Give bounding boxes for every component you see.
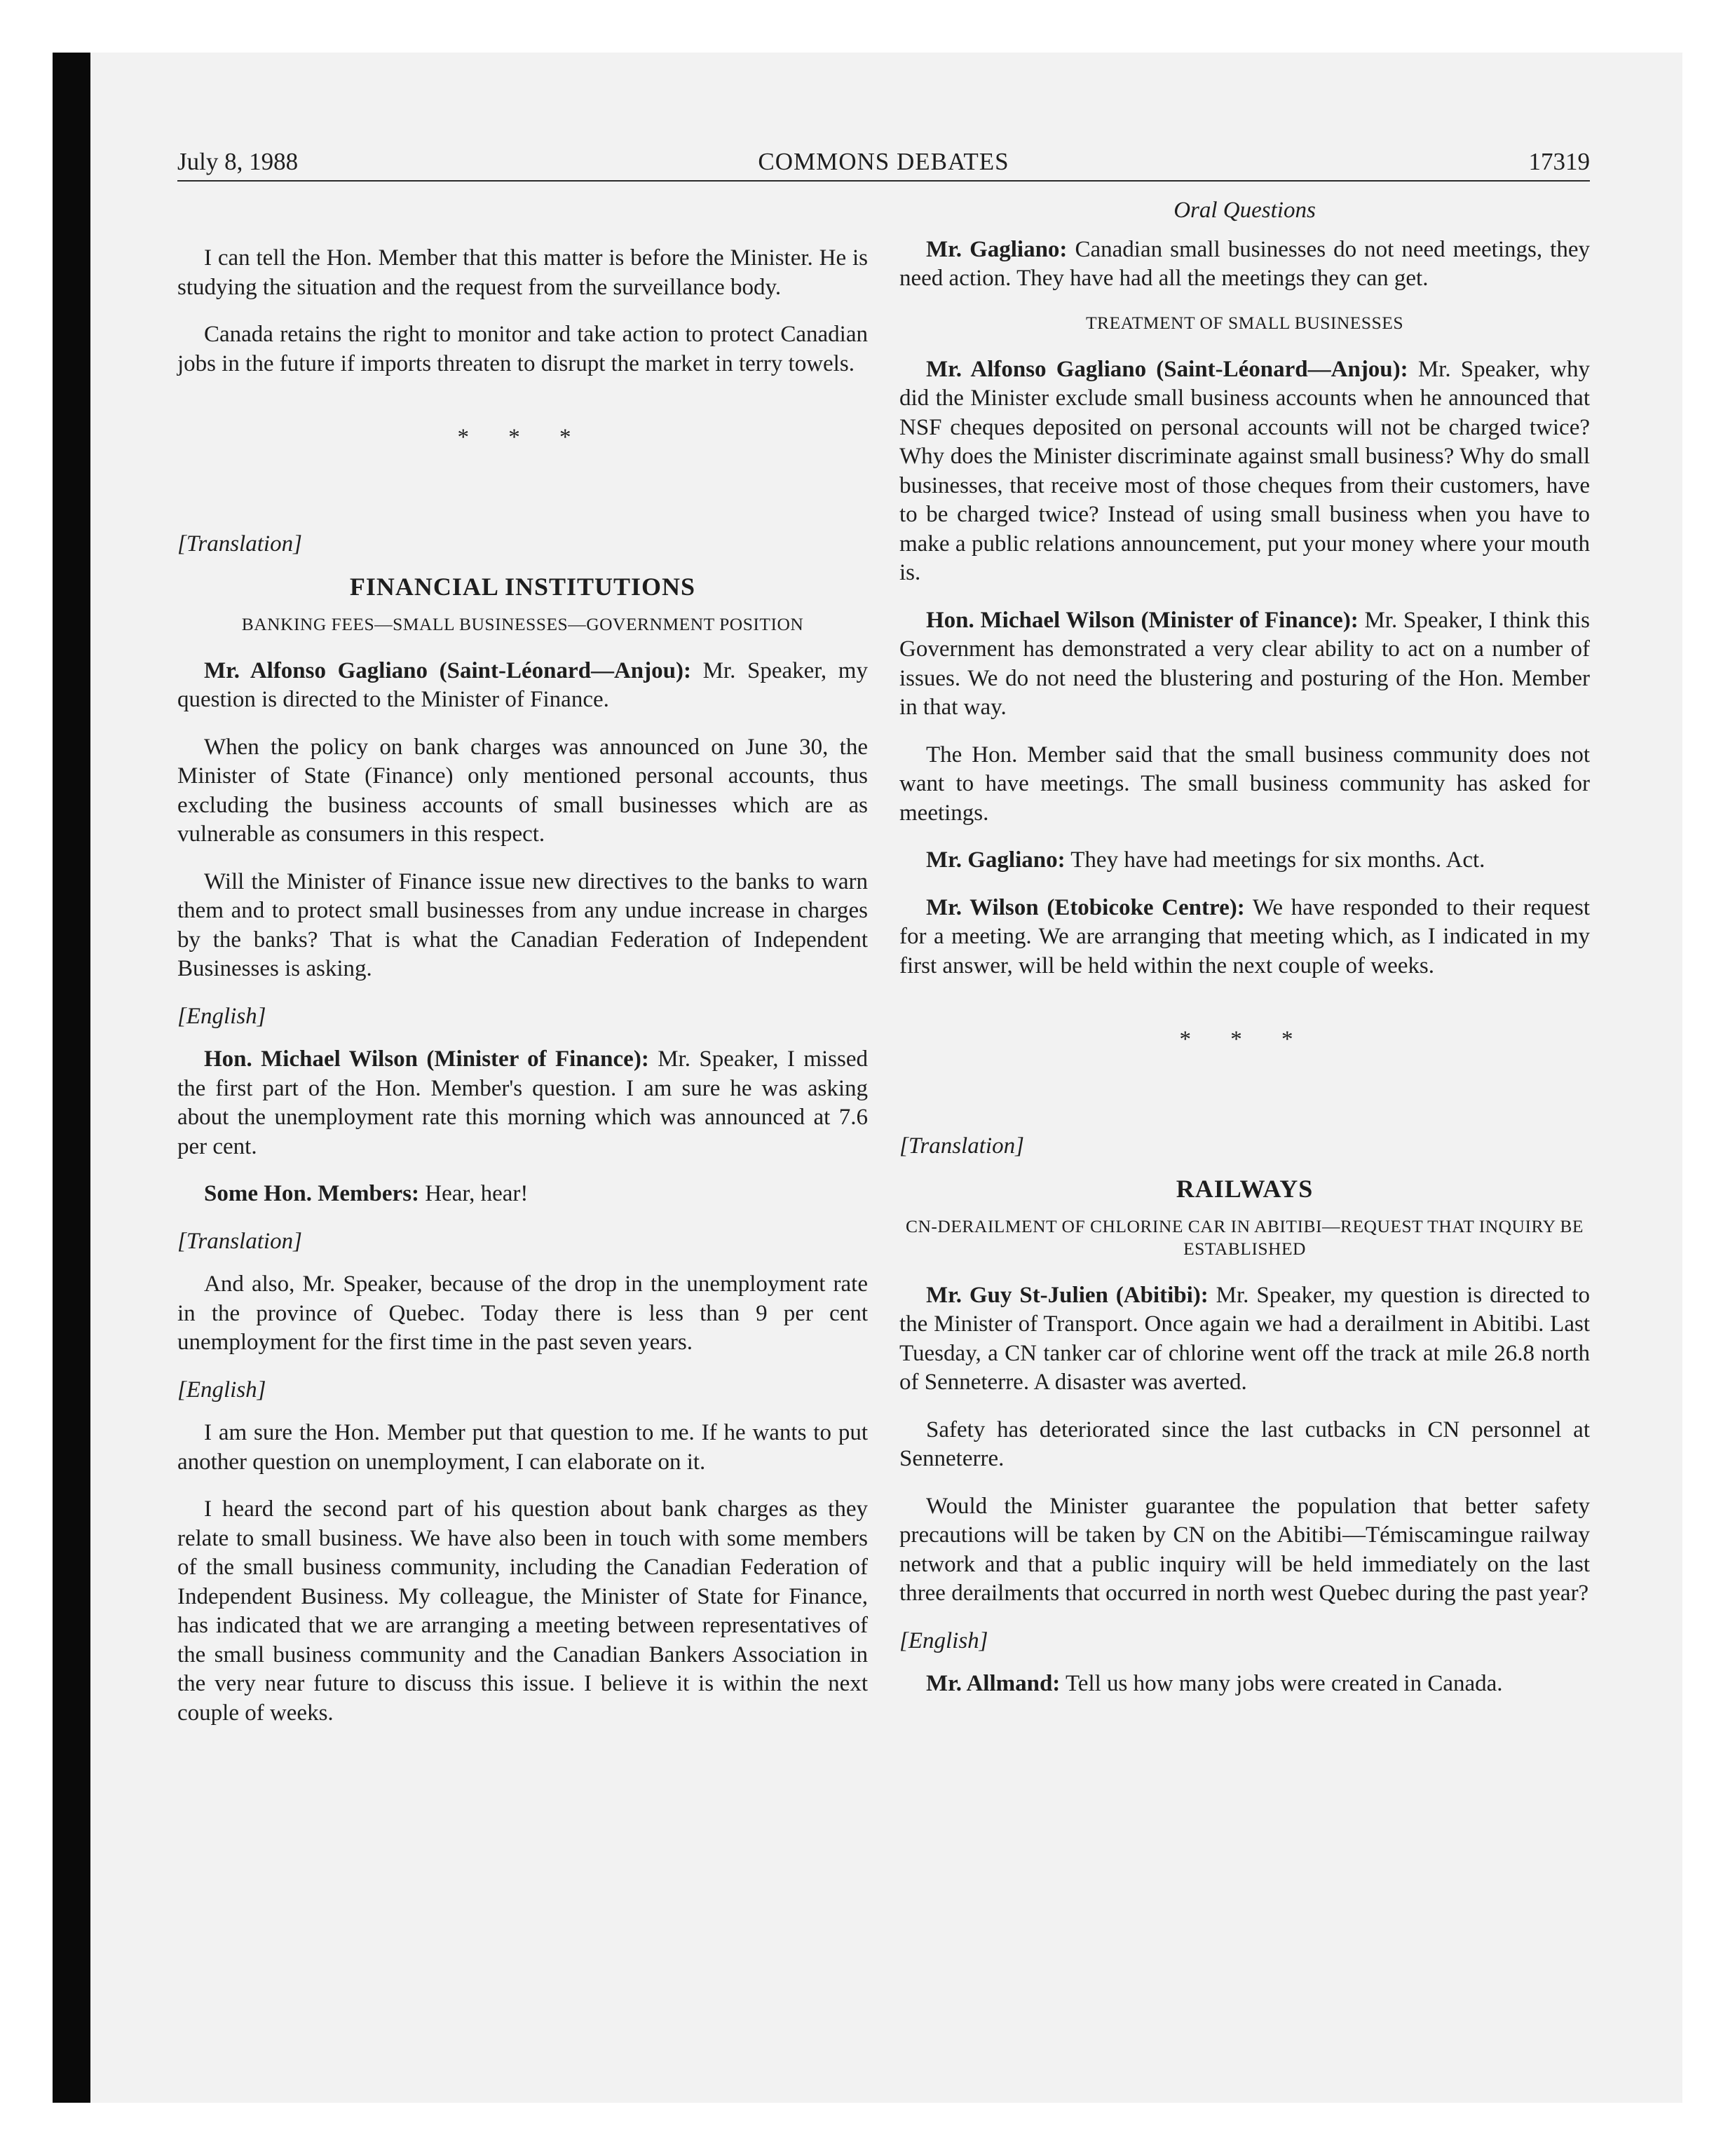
speech-text: Mr. Speaker, I think this Government has demonstrated a very clear ability to act on a number of issues. We do not need the blustering and posturing of the Hon. Member in that way. (899, 607, 1590, 720)
language-tag: [English] (899, 1628, 988, 1653)
section-separator: * * * (1179, 1027, 1310, 1052)
paragraph: I can tell the Hon. Member that this matter is before the Minister. He is studying the situation and the request from the surveillance body. (177, 245, 868, 300)
language-tag: [Translation] (177, 531, 302, 557)
speaker-name: Mr. Allmand: (926, 1671, 1061, 1696)
subsection-title: BANKING FEES—SMALL BUSINESSES—GOVERNMENT POSITION (241, 613, 804, 634)
section-title: FINANCIAL INSTITUTIONS (349, 573, 696, 601)
speech-text: Canadian small businesses do not need meetings, they need action. They have had all the meetings they can get. (899, 236, 1590, 291)
speech-text: Mr. Speaker, why did the Minister exclude small business accounts when he announced that NSF cheques deposited on personal accounts will not be charged twice? Why does the Minister discriminate against small business? Why do small businesses, that receive most of those cheques from their customers, have to be charged twice? Instead of using small business when you have to make a public relations announcement, put your money where your mouth is. (899, 356, 1590, 585)
speaker-name: Mr. Gagliano: (926, 236, 1068, 262)
paragraph: I heard the second part of his question about bank charges as they relate to small business. We have also been in touch with some members of the small business community, including the Canadian Federation of Independent Business. My colleague, the Minister of State for Finance, has indicated that we are arranging a meeting between representatives of the small business community and the Canadian Bankers Association in the very near future to discuss this issue. I believe it is within the next couple of weeks. (177, 1496, 868, 1726)
speaker-name: Mr. Gagliano: (926, 847, 1066, 873)
speech-text: Tell us how many jobs were created in Canada. (1060, 1671, 1503, 1696)
page-header (177, 144, 1590, 182)
binding-edge (53, 53, 90, 2103)
speech-text: We have responded to their request for a meeting. We are arranging that meeting which, as I indicated in my first answer, will be held within the next couple of weeks. (899, 894, 1590, 978)
language-tag: [Translation] (899, 1133, 1024, 1159)
paragraph: When the policy on bank charges was announced on June 30, the Minister of State (Finance) only mentioned personal accounts, thus excluding the business accounts of small businesses which are as vulnerable as consumers in this respect. (177, 734, 868, 847)
subsection-title: TREATMENT OF SMALL BUSINESSES (1085, 312, 1404, 333)
speech-text: They have had meetings for six months. Act. (1065, 847, 1485, 873)
paragraph: The Hon. Member said that the small business community does not want to have meetings. The small business community has asked for meetings. (899, 742, 1590, 826)
speaker-name: Mr. Alfonso Gagliano (Saint-Léonard—Anjou): (204, 657, 691, 683)
paragraph: Canada retains the right to monitor and take action to protect Canadian jobs in the future if imports threaten to disrupt the market in terry towels. (177, 322, 868, 376)
paragraph: Would the Minister guarantee the population that better safety precautions will be taken by CN on the Abitibi—Témiscamingue railway network and that a public inquiry will be held immediately on the last three derailments that occurred in north west Quebec during the past year? (899, 1493, 1590, 1606)
speech-paragraph (899, 236, 1590, 294)
paragraph: Will the Minister of Finance issue new directives to the banks to warn them and to protect small businesses from any undue increase in charges by the banks? That is what the Canadian Federation of Independent Businesses is asking. (177, 868, 868, 981)
speech-paragraph (899, 1670, 1590, 1699)
speech-paragraph (899, 606, 1590, 723)
language-tag: [English] (177, 1003, 266, 1029)
speaker-name: Hon. Michael Wilson (Minister of Finance): (926, 607, 1359, 633)
speech-paragraph (177, 1180, 868, 1209)
left-column (177, 196, 868, 1746)
speech-paragraph (899, 894, 1590, 981)
speech-text: Mr. Speaker, I missed the first part of the Hon. Member's question. I am sure he was asking about the unemployment rate this morning which was announced at 7.6 per cent. (177, 1046, 868, 1159)
speech-paragraph (177, 1045, 868, 1161)
speech-text: Mr. Speaker, my question is directed to the Minister of Transport. Once again we had a derailment in Abitibi. Last Tuesday, a CN tanker car of chlorine went off the track at mile 26.8 north of Senneterre. A disaster was averted. (899, 1282, 1590, 1395)
speaker-name: Mr. Wilson (Etobicoke Centre): (926, 894, 1245, 920)
header-title: COMMONS DEBATES (758, 148, 1009, 175)
language-tag: [Translation] (177, 1228, 302, 1254)
paragraph: And also, Mr. Speaker, because of the drop in the unemployment rate in the province of Quebec. Today there is less than 9 per cent unemployment for the first time in the past seven years. (177, 1271, 868, 1355)
section-separator: * * * (457, 425, 588, 450)
subsection-title: CN-DERAILMENT OF CHLORINE CAR IN ABITIBI—REQUEST THAT INQUIRY BE ESTABLISHED (905, 1215, 1584, 1259)
language-tag: [English] (177, 1377, 266, 1403)
speaker-name: Some Hon. Members: (204, 1181, 420, 1206)
speaker-name: Hon. Michael Wilson (Minister of Finance): (204, 1046, 649, 1072)
section-title: RAILWAYS (1176, 1175, 1314, 1203)
speaker-name: Mr. Guy St-Julien (Abitibi): (926, 1282, 1209, 1308)
running-head: Oral Questions (1173, 198, 1316, 223)
speech-paragraph (177, 657, 868, 715)
paragraph: I am sure the Hon. Member put that question to me. If he wants to put another question on unemployment, I can elaborate on it. (177, 1420, 868, 1475)
header-date: July 8, 1988 (177, 148, 299, 175)
paragraph: Safety has deteriorated since the last cutbacks in CN personnel at Senneterre. (899, 1417, 1590, 1471)
header-page-number: 17319 (1528, 148, 1590, 175)
speech-paragraph (899, 355, 1590, 588)
right-column (899, 196, 1590, 1717)
speech-text: Hear, hear! (419, 1181, 529, 1206)
speech-paragraph (899, 846, 1590, 875)
speech-paragraph (899, 1281, 1590, 1398)
speech-text: Mr. Speaker, my question is directed to the Minister of Finance. (177, 657, 868, 712)
speaker-name: Mr. Alfonso Gagliano (Saint-Léonard—Anjou): (926, 356, 1408, 382)
